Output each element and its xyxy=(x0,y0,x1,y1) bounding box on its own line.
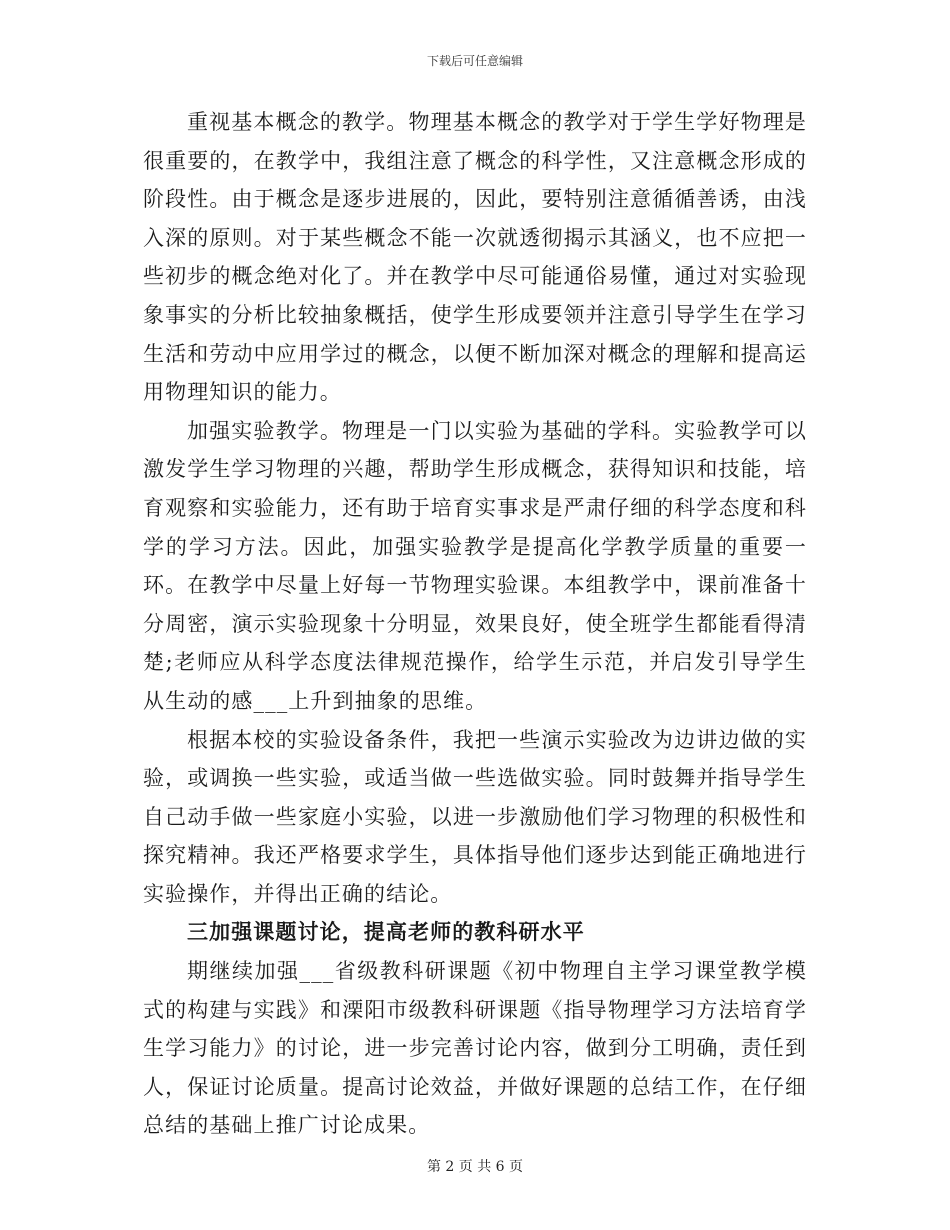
paragraph-research-topics: 期继续加强___省级教科研课题《初中物理自主学习课堂教学模式的构建与实践》和溧阳市级教科研课题《指导物理学习方法培育学生学习能力》的讨论，进一步完善讨论内容，做到分工明确，责任到人，保证讨论质量。提高讨论效益，并做好课题的总结工作，在仔细总结的基础上推广讨论成果。 xyxy=(143,959,807,1138)
paragraph-concept-teaching: 重视基本概念的教学。物理基本概念的教学对于学生学好物理是很重要的，在教学中，我组注意了概念的科学性，又注意概念形成的阶段性。由于概念是逐步进展的，因此，要特别注意循循善诱，由浅入深的原则。对于某些概念不能一次就透彻揭示其涵义，也不应把一些初步的概念绝对化了。并在教学中尽可能通俗易懂，通过对实验现象事实的分析比较抽象概括，使学生形成要领并注意引导学生在学习生活和劳动中应用学过的概念，以便不断加深对概念的理解和提高运用物理知识的能力。 xyxy=(143,110,807,405)
paragraph-experiment-teaching: 加强实验教学。物理是一门以实验为基础的学科。实验教学可以激发学生学习物理的兴趣，帮助学生形成概念，获得知识和技能，培育观察和实验能力，还有助于培育实事求是严肃仔细的科学态度和科学的学习方法。因此，加强实验教学是提高化学教学质量的重要一环。在教学中尽量上好每一节物理实验课。本组教学中，课前准备十分周密，演示实验现象十分明显，效果良好，使全班学生都能看得清楚;老师应从科学态度法律规范操作，给学生示范，并启发引导学生从生动的感___上升到抽象的思维。 xyxy=(143,418,807,713)
document-body xyxy=(143,103,807,1145)
page-header: 下载后可任意编辑 xyxy=(426,54,523,68)
page-number: 第 2 页 共 6 页 xyxy=(426,1159,524,1175)
paragraph-lab-equipment: 根据本校的实验设备条件，我把一些演示实验改为边讲边做的实验，或调换一些实验，或适当做一些选做实验。同时鼓舞并指导学生自己动手做一些家庭小实验，以进一步激励他们学习物理的积极性和探究精神。我还严格要求学生，具体指导他们逐步达到能正确地进行实验操作，并得出正确的结论。 xyxy=(143,727,807,906)
section-heading: 三加强课题讨论，提高老师的教科研水平 xyxy=(187,919,585,945)
